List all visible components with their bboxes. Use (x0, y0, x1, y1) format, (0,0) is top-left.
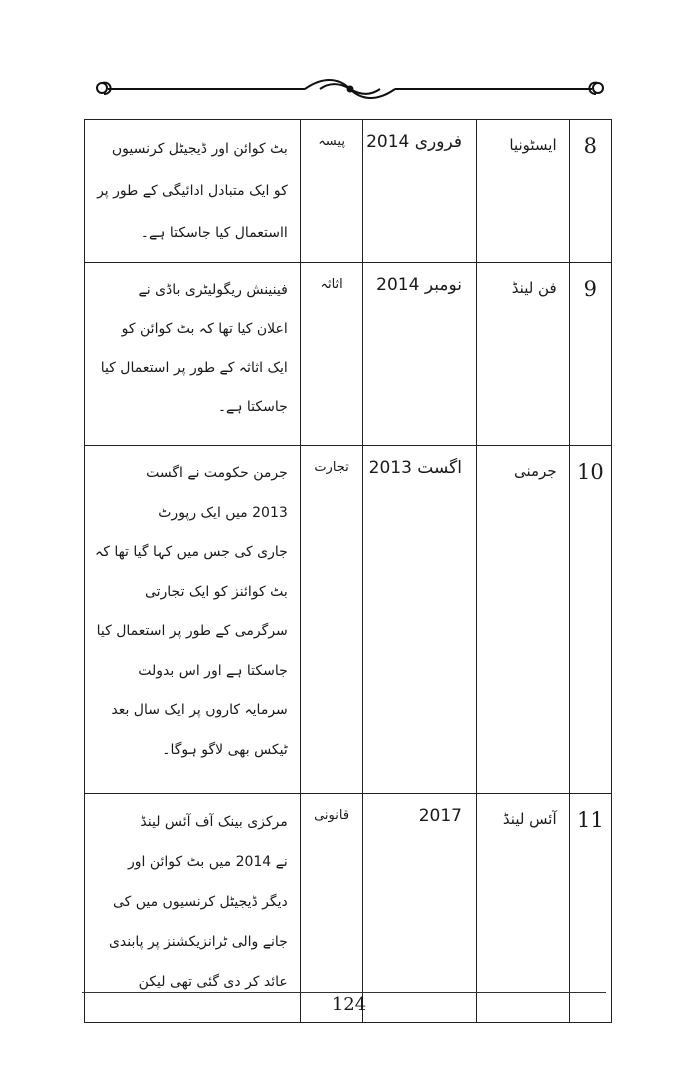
country-cell: آئس لینڈ (476, 794, 569, 1023)
description-line: اعلان کیا تھا کہ بٹ کوائن کو (121, 321, 288, 337)
footer-rule (82, 992, 606, 993)
table-row (85, 794, 612, 1023)
country-cell: فن لینڈ (476, 263, 569, 446)
description-line: جرمن حکومت نے اگست (146, 465, 288, 481)
row-number-cell: 10 (569, 446, 611, 794)
header-ornament (90, 74, 610, 104)
status-cell: پیسہ (300, 120, 363, 263)
date-cell: فروری 2014 (363, 120, 477, 263)
description-line: ایک اثاثہ کے طور پر استعمال کیا (100, 360, 288, 376)
description-line: بٹ کوائنز کو ایک تجارتی (144, 583, 288, 600)
description-line: سرگرمی کے طور پر استعمال کیا (96, 623, 288, 639)
date-cell: 2017 (363, 794, 477, 1023)
date-cell: اگست 2013 (363, 446, 477, 794)
description-line: فینینش ریگولیٹری باڈی نے (138, 282, 288, 298)
description-line: 2013 میں ایک رپورٹ (158, 504, 288, 521)
description-line: جاسکتا ہے اور اس بدولت (138, 662, 288, 679)
description-line: مرکزی بینک آف آئس لینڈ (140, 814, 288, 830)
status-cell: اثاثہ (300, 263, 363, 446)
page-number: 124 (331, 994, 367, 1015)
description-line: نے 2014 میں بٹ کوائن اور (128, 854, 288, 870)
description-line: کو ایک متبادل ادائیگی کے طور پر (97, 183, 288, 199)
description-cell (85, 120, 301, 263)
description-line: جانے والی ٹرانزیکشنز پر پابندی (108, 934, 288, 950)
description-line: دیگر ڈیجیٹل کرنسیوں میں کی (112, 894, 288, 910)
description-cell (85, 263, 301, 446)
status-cell: تجارت (300, 446, 363, 794)
description-line: جاری کی جس میں کہا گیا تھا کہ (95, 544, 288, 560)
date-cell: نومبر 2014 (363, 263, 477, 446)
description-line: عائد کر دی گئی تھی لیکن (138, 974, 288, 990)
description-line: ااستعمال کیا جاسکتا ہے۔ (140, 225, 288, 241)
country-cell: ایسٹونیا (476, 120, 569, 263)
table-row (85, 120, 612, 263)
description-cell (85, 794, 301, 1023)
table-row (85, 446, 612, 794)
description-line: سرمایہ کاروں پر ایک سال بعد (111, 702, 288, 718)
row-number-cell: 8 (569, 120, 611, 263)
country-cell: جرمنی (476, 446, 569, 794)
description-line: جاسکتا ہے۔ (217, 399, 288, 415)
country-bitcoin-table (84, 119, 612, 1023)
description-line: ٹیکس بھی لاگو ہوگا۔ (162, 741, 288, 758)
description-cell (85, 446, 301, 794)
description-line: بٹ کوائن اور ڈیجیٹل کرنسیوں (111, 141, 288, 157)
row-number-cell: 11 (569, 794, 611, 1023)
status-cell: قانونی (300, 794, 363, 1023)
row-number-cell: 9 (569, 263, 611, 446)
table-row (85, 263, 612, 446)
